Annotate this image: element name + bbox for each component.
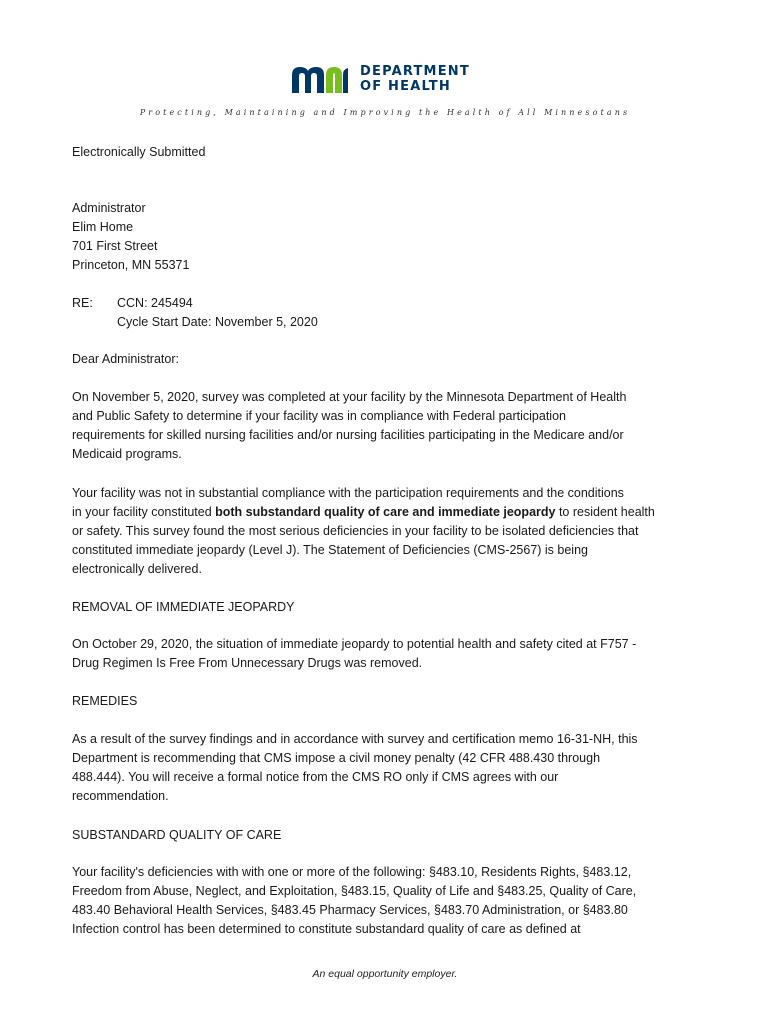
paragraph-line: As a result of the survey findings and in accordance with survey and certification memo 16-31-NH, this	[72, 732, 638, 746]
paragraph-line: 488.444). You will receive a formal notice from the CMS RO only if CMS agrees with our	[72, 770, 559, 784]
bold-finding: both substandard quality of care and immediate jeopardy	[215, 505, 556, 519]
paragraph-line: requirements for skilled nursing facilities and/or nursing facilities participating in the Medicare and/or	[72, 428, 624, 442]
paragraph-line: constituted immediate jeopardy (Level J). The Statement of Deficiencies (CMS-2567) is being	[72, 543, 588, 557]
address-line: 701 First Street	[72, 239, 158, 253]
paragraph-line: On October 29, 2020, the situation of immediate jeopardy to potential health and safety cited at F757 -	[72, 637, 637, 651]
mn-logo-mark-icon	[290, 65, 352, 93]
address-line: Princeton, MN 55371	[72, 258, 190, 272]
salutation-text: Dear Administrator:	[72, 352, 179, 366]
section-heading-substandard: SUBSTANDARD QUALITY OF CARE	[72, 828, 282, 842]
paragraph-remedies	[72, 730, 708, 806]
paragraph-line: or safety. This survey found the most serious deficiencies in your facility to be isolated deficiencies that	[72, 524, 639, 538]
section-heading-removal: REMOVAL OF IMMEDIATE JEOPARDY	[72, 600, 295, 614]
salutation	[72, 350, 708, 369]
section-remedies	[72, 692, 708, 711]
paragraph-line: On November 5, 2020, survey was completed at your facility by the Minnesota Department of Health	[72, 390, 627, 404]
text-run: in your facility constituted	[72, 505, 216, 519]
mdh-logo	[290, 62, 470, 96]
recipient-address	[72, 199, 708, 275]
letterhead-tagline: Protecting, Maintaining and Improving the Health of All Minnesotans	[139, 108, 631, 117]
paragraph-line: electronically delivered.	[72, 562, 202, 576]
submission-text: Electronically Submitted	[72, 145, 206, 159]
paragraph-line: Freedom from Abuse, Neglect, and Exploitation, §483.15, Quality of Life and §483.25, Quality of Care,	[72, 884, 637, 898]
paragraph-line: Your facility was not in substantial compliance with the participation requirements and the conditions	[72, 486, 624, 500]
re-line-cycle-date: Cycle Start Date: November 5, 2020	[117, 315, 318, 329]
paragraph-removal	[72, 635, 708, 673]
logo-line-2: OF HEALTH	[360, 79, 451, 94]
address-line: Administrator	[72, 201, 146, 215]
section-removal	[72, 598, 708, 617]
section-heading-remedies: REMEDIES	[72, 694, 138, 708]
paragraph-compliance	[72, 484, 708, 579]
paragraph-line: Your facility's deficiencies with with one or more of the following: §483.10, Residents Rights, §483.12,	[72, 865, 632, 879]
re-details	[117, 294, 318, 332]
paragraph-line: 483.40 Behavioral Health Services, §483.45 Pharmacy Services, §483.70 Administration, or §483.80	[72, 903, 628, 917]
re-label: RE:	[72, 296, 93, 310]
paragraph-line: Infection control has been determined to constitute substandard quality of care as defined at	[72, 922, 581, 936]
paragraph-line: recommendation.	[72, 789, 169, 803]
text-run: to resident health	[555, 505, 655, 519]
paragraph-line: Drug Regimen Is Free From Unnecessary Drugs was removed.	[72, 656, 423, 670]
paragraph-line: Medicaid programs.	[72, 447, 182, 461]
address-line: Elim Home	[72, 220, 134, 234]
paragraph-line-emphasis	[72, 503, 708, 522]
section-substandard	[72, 826, 708, 845]
paragraph-substandard	[72, 863, 708, 939]
paragraph-line: Department is recommending that CMS impose a civil money penalty (42 CFR 488.430 through	[72, 751, 601, 765]
paragraph-line: and Public Safety to determine if your facility was in compliance with Federal participation	[72, 409, 566, 423]
paragraph-survey	[72, 388, 708, 464]
logo-line-1: DEPARTMENT	[360, 64, 470, 79]
footer-eoe: An equal opportunity employer.	[312, 968, 458, 980]
re-line-ccn: CCN: 245494	[117, 296, 193, 310]
submission-note	[72, 143, 708, 162]
